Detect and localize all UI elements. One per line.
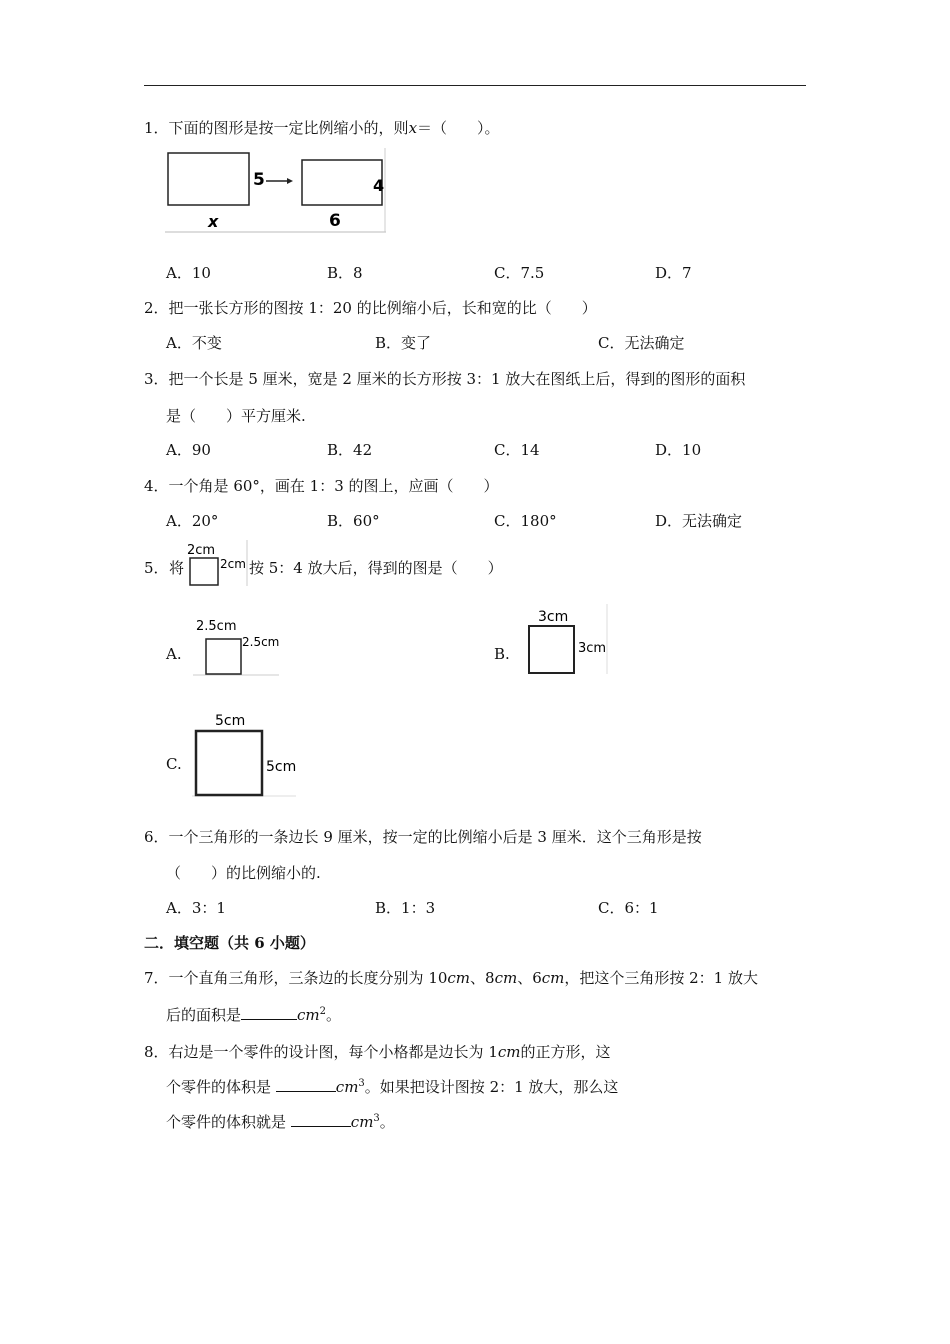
q1-big-rect: [168, 153, 249, 205]
q7-unit-1: cm: [447, 969, 471, 987]
arrow-head-icon: [287, 178, 293, 184]
q7-stem-a: 一个直角三角形，三条边的长度分别为 10: [168, 969, 448, 987]
q8-line1-tail: 的正方形，这: [520, 1043, 611, 1061]
q1-tail: ＝（ ）。: [417, 119, 500, 137]
q2-option-c[interactable]: C．无法确定: [598, 334, 685, 352]
q1-big-height: 5: [253, 170, 265, 190]
q8-unit-1: cm: [497, 1043, 521, 1061]
q5-b-side: 3cm: [578, 641, 607, 656]
question-8: [144, 1042, 611, 1062]
question-1: [144, 118, 500, 138]
q8-unit-2: cm: [335, 1078, 359, 1096]
q1-small-height: 4: [373, 176, 385, 195]
q5-post: 按 5：4 放大后，得到的图是（ ）: [249, 559, 503, 577]
q8-end: 。: [379, 1113, 395, 1131]
q8-answer-blank-2[interactable]: [291, 1112, 351, 1127]
q8-answer-blank-1[interactable]: [276, 1077, 336, 1092]
q4-option-b[interactable]: B．60°: [327, 512, 380, 530]
section-2-title: 二．填空题（共 6 小题）: [144, 934, 315, 952]
q7-line2: [166, 1005, 341, 1025]
q5-number: 5．: [144, 559, 169, 577]
q1-variable: x: [408, 119, 418, 137]
q4-number: 4．: [144, 477, 169, 495]
question-6: [144, 827, 702, 847]
q8-line1: 右边是一个零件的设计图，每个小格都是边长为 1: [168, 1043, 498, 1061]
q7-answer-blank[interactable]: [241, 1005, 297, 1020]
q3-stem-line2: 是（ ）平方厘米.: [166, 407, 306, 425]
q1-option-d[interactable]: D．7: [655, 264, 692, 282]
q7-end: 。: [326, 1006, 342, 1024]
q3-option-c[interactable]: C．14: [494, 441, 540, 459]
q5-a-side: 2.5cm: [242, 635, 280, 649]
q8-exponent-1: 3: [358, 1078, 365, 1089]
q5-stem-figure: [185, 540, 249, 587]
q5-c-side: 5cm: [266, 759, 297, 775]
q5-c-top: 5cm: [215, 713, 246, 729]
q8-line2-tail: 。如果把设计图按 2：1 放大，那么这: [364, 1078, 619, 1096]
q1-small-rect: [302, 160, 385, 205]
q4-option-c[interactable]: C．180°: [494, 512, 557, 530]
q7-unit-exponent: 2: [319, 1006, 327, 1017]
q1-figure: [165, 148, 387, 234]
q7-sep-2: 、6: [517, 969, 542, 987]
q1-option-b[interactable]: B．8: [327, 264, 363, 282]
q1-option-c[interactable]: C．7.5: [494, 264, 545, 282]
q8-number: 8．: [144, 1043, 169, 1061]
q5-stem-top: 2cm: [187, 543, 216, 558]
q1-option-a[interactable]: A．10: [166, 264, 211, 282]
q3-number: 3．: [144, 370, 169, 388]
q8-unit-3: cm: [350, 1113, 374, 1131]
q7-number: 7．: [144, 969, 169, 987]
q7-sep-1: 、8: [470, 969, 495, 987]
question-7: [144, 968, 758, 988]
q3-option-a[interactable]: A．90: [166, 441, 211, 459]
q2-option-b[interactable]: B．变了: [375, 334, 432, 352]
header-rule: [144, 85, 806, 86]
q5-option-b-letter[interactable]: B.: [494, 645, 510, 663]
q5-a-top: 2.5cm: [196, 619, 237, 634]
question-3: [144, 369, 745, 389]
q7-unit-2: cm: [494, 969, 518, 987]
q6-stem-line1: 一个三角形的一条边长 9 厘米，按一定的比例缩小后是 3 厘米．这个三角形是按: [168, 828, 702, 846]
q2-option-a[interactable]: A．不变: [166, 334, 222, 352]
q5-stem-square: [190, 558, 218, 585]
q5-b-top: 3cm: [538, 609, 569, 625]
q7-unit-3: cm: [541, 969, 565, 987]
q1-small-width: 6: [329, 211, 341, 231]
q8-exponent-2: 3: [373, 1113, 380, 1124]
q5-b-square: [529, 626, 574, 673]
q2-number: 2．: [144, 299, 169, 317]
q8-line3: 个零件的体积就是: [166, 1113, 287, 1131]
q6-number: 6．: [144, 828, 169, 846]
q5-option-c-letter[interactable]: C.: [166, 755, 182, 773]
question-4: [144, 476, 499, 496]
q1-stem: 下面的图形是按一定比例缩小的，则: [168, 119, 409, 137]
q7-stem-line2: 后的面积是: [166, 1006, 242, 1024]
q6-option-b[interactable]: B．1：3: [375, 899, 436, 917]
q3-option-d[interactable]: D．10: [655, 441, 702, 459]
q7-answer-unit: cm: [297, 1006, 320, 1024]
q5-pre: 将: [169, 559, 185, 577]
q6-option-a[interactable]: A．3：1: [166, 899, 226, 917]
q6-option-c[interactable]: C．6：1: [598, 899, 659, 917]
q8-line3-row: [166, 1112, 395, 1132]
q5-option-c-figure[interactable]: [192, 710, 298, 798]
q4-option-a[interactable]: A．20°: [166, 512, 219, 530]
q5-option-a-figure[interactable]: [193, 614, 280, 676]
q3-option-b[interactable]: B．42: [327, 441, 373, 459]
q1-big-width: x: [208, 212, 219, 231]
q5-option-b-figure[interactable]: [522, 604, 610, 676]
question-2: [144, 298, 597, 318]
q3-stem-line1: 把一个长是 5 厘米，宽是 2 厘米的长方形按 3：1 放大在图纸上后，得到的图形的面积: [168, 370, 746, 388]
q1-number: 1．: [144, 119, 169, 137]
q8-line2: 个零件的体积是: [166, 1078, 272, 1096]
q5-c-square: [196, 731, 262, 795]
q5-stem-side: 2cm: [220, 557, 246, 571]
q2-stem: 把一张长方形的图按 1：20 的比例缩小后，长和宽的比（ ）: [168, 299, 597, 317]
q4-stem: 一个角是 60°，画在 1：3 的图上，应画（ ）: [168, 477, 499, 495]
q7-stem-tail: ，把这个三角形按 2：1 放大: [564, 969, 758, 987]
q5-option-a-letter[interactable]: A.: [166, 645, 182, 663]
q5-a-square: [206, 639, 241, 674]
q8-line2-row: [166, 1077, 618, 1097]
q4-option-d[interactable]: D．无法确定: [655, 512, 743, 530]
q6-stem-line2: （ ）的比例缩小的.: [166, 864, 321, 882]
